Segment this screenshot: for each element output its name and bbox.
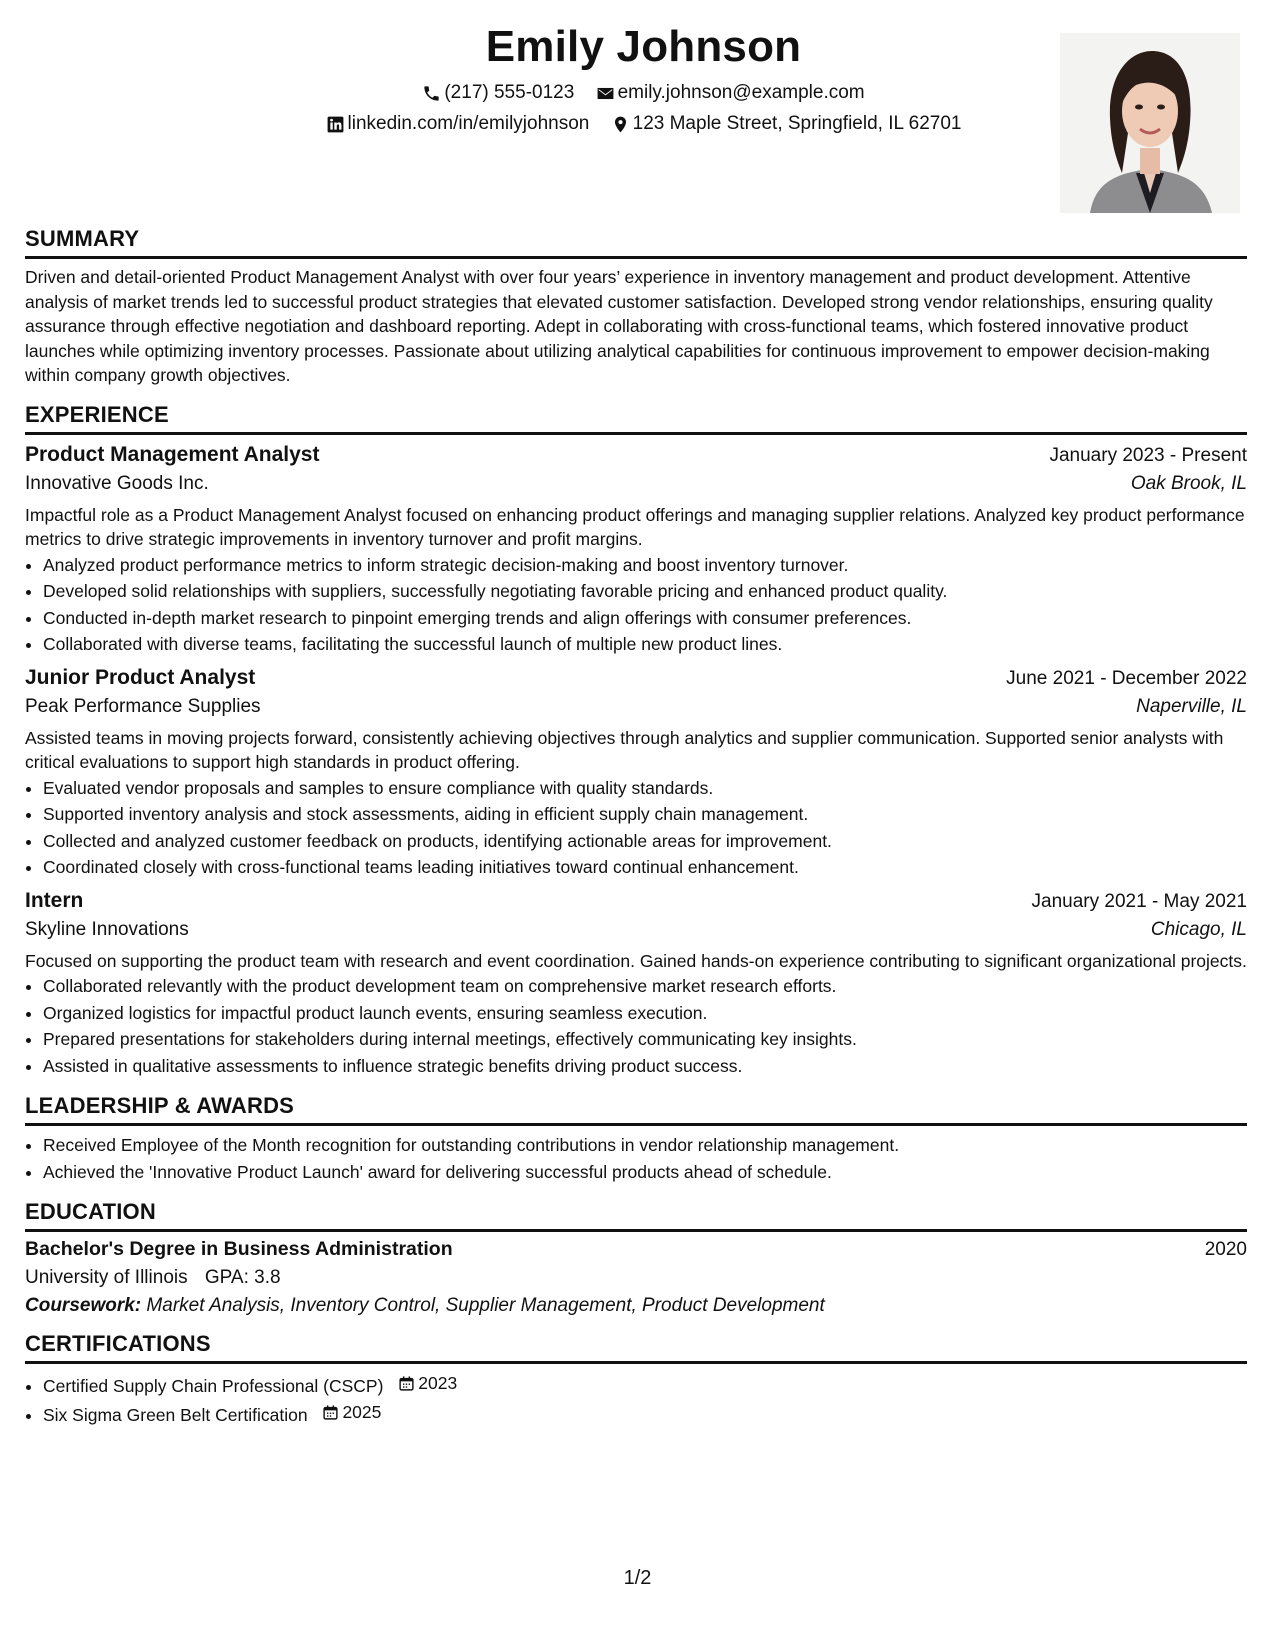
summary-section: [25, 226, 1247, 388]
experience-section: [25, 402, 1247, 1080]
certification-year: 2025: [342, 1402, 382, 1423]
list-item: • Collaborated relevantly with the product development team on comprehensive market research efforts.: [43, 973, 1247, 1000]
list-item: • Collaborated with diverse teams, facilitating the successful launch of multiple new product lines.: [43, 631, 1247, 658]
job-bullets: [25, 973, 1247, 1079]
job-entry: [25, 443, 1247, 658]
coursework-list: Market Analysis, Inventory Control, Supplier Management, Product Development: [146, 1295, 825, 1316]
map-pin-icon: [611, 115, 630, 134]
certification-name: Certified Supply Chain Professional (CSCP): [43, 1375, 384, 1396]
job-bullets: [25, 775, 1247, 881]
list-item: • Received Employee of the Month recognition for outstanding contributions in vendor relationship management.: [43, 1132, 1247, 1159]
job-title: Product Management Analyst: [25, 442, 320, 466]
calendar-icon: [322, 1404, 339, 1421]
list-item: [43, 1399, 1247, 1428]
address-contact: [611, 113, 962, 135]
list-item: • Coordinated closely with cross-functional teams leading initiatives toward continual enhancement.: [43, 854, 1247, 881]
phone-icon: [422, 84, 441, 103]
list-item: • Prepared presentations for stakeholders during internal meetings, effectively communicating key insights.: [43, 1026, 1247, 1053]
list-item: • Organized logistics for impactful product launch events, ensuring seamless execution.: [43, 1000, 1247, 1027]
school-line: [25, 1267, 1247, 1289]
email-contact[interactable]: [596, 82, 865, 104]
page-number: 1/2: [623, 1567, 652, 1589]
gpa: GPA: 3.8: [204, 1267, 281, 1288]
resume-body: [25, 226, 1247, 1443]
job-entry: [25, 889, 1247, 1080]
job-dates: June 2021 - December 2022: [1006, 667, 1247, 689]
certifications-section: [25, 1331, 1247, 1429]
list-item: • Collected and analyzed customer feedback on products, identifying actionable areas for improvement.: [43, 828, 1247, 855]
list-item: [43, 1370, 1247, 1399]
job-bullets: [25, 552, 1247, 658]
list-item: • Supported inventory analysis and stock assessments, aiding in efficient supply chain management.: [43, 801, 1247, 828]
leadership-section: [25, 1093, 1247, 1185]
list-item: • Analyzed product performance metrics to inform strategic decision-making and boost inventory turnover.: [43, 552, 1247, 579]
school-name: University of Illinois: [25, 1267, 188, 1288]
section-title-experience: EXPERIENCE: [25, 402, 1247, 435]
section-title-summary: SUMMARY: [25, 226, 1247, 259]
graduation-year: 2020: [1204, 1239, 1247, 1260]
list-item: • Conducted in-depth market research to pinpoint emerging trends and align offerings with consumer preferences.: [43, 605, 1247, 632]
coursework-line: [25, 1295, 1247, 1317]
job-location: Chicago, IL: [1150, 918, 1247, 940]
linkedin-url[interactable]: linkedin.com/in/emilyjohnson: [347, 113, 590, 134]
certification-name: Six Sigma Green Belt Certification: [43, 1405, 308, 1425]
company-name: Skyline Innovations: [25, 918, 189, 940]
job-description: Assisted teams in moving projects forward, consistently achieving objectives through analytics and supplier communication. Supported senior analysts with critical evaluations to support high standards in product offering.: [25, 727, 1224, 772]
candidate-name: Emily Johnson: [485, 22, 802, 71]
envelope-icon: [596, 84, 615, 103]
coursework-label: Coursework:: [25, 1295, 142, 1316]
certification-date: [322, 1399, 381, 1426]
portrait-image: [1060, 33, 1240, 213]
company-name: Peak Performance Supplies: [25, 695, 261, 717]
job-description: Focused on supporting the product team with research and event coordination. Gained hands-on experience contributing to significant organizational projects.: [25, 950, 1247, 971]
section-title-education: EDUCATION: [25, 1199, 1247, 1232]
email-address[interactable]: emily.johnson@example.com: [617, 82, 865, 103]
list-item: • Achieved the 'Innovative Product Launch' award for delivering successful products ahead of schedule.: [43, 1159, 1247, 1186]
job-dates: January 2021 - May 2021: [1031, 890, 1247, 912]
calendar-icon: [398, 1375, 415, 1392]
award-bullets: [25, 1132, 1247, 1185]
education-section: [25, 1199, 1247, 1317]
phone-number: (217) 555-0123: [444, 82, 575, 103]
phone-contact: [422, 82, 574, 104]
list-item: • Assisted in qualitative assessments to influence strategic benefits driving product success.: [43, 1053, 1247, 1080]
job-description: Impactful role as a Product Management Analyst focused on enhancing product offerings and managing supplier relations. Analyzed key product performance metrics to drive strategic improvements in inventory turnover and profit margins.: [25, 504, 1245, 549]
section-title-leadership: LEADERSHIP & AWARDS: [25, 1093, 1247, 1126]
job-entry: [25, 666, 1247, 881]
summary-text: Driven and detail-oriented Product Management Analyst with over four years’ experience in inventory management and product development. Attentive analysis of market trends led to successful product strategies that elevated customer satisfaction. Developed strong vendor relationships, ensuring quality assurance through effective negotiation and dashboard reporting. Adept in collaborating with cross-functional teams, which fostered innovative product launches while optimizing inventory processes. Passionate about utilizing analytical capabilities for continuous improvement to empower decision-making within company growth objectives.: [25, 267, 1213, 385]
job-dates: January 2023 - Present: [1049, 444, 1247, 466]
degree-name: Bachelor's Degree in Business Administration: [25, 1238, 453, 1260]
list-item: • Developed solid relationships with suppliers, successfully negotiating favorable pricing and enhanced product quality.: [43, 578, 1247, 605]
job-location: Naperville, IL: [1136, 695, 1247, 717]
linkedin-contact[interactable]: [326, 113, 590, 135]
job-location: Oak Brook, IL: [1130, 472, 1247, 494]
job-title: Junior Product Analyst: [25, 665, 256, 689]
company-name: Innovative Goods Inc.: [25, 472, 209, 494]
profile-photo: [1060, 33, 1240, 213]
certification-list: [25, 1370, 1247, 1429]
certification-year: 2023: [418, 1373, 458, 1393]
street-address: 123 Maple Street, Springfield, IL 62701: [632, 113, 962, 134]
linkedin-icon: [326, 115, 345, 134]
certification-date: [398, 1370, 457, 1397]
job-title: Intern: [25, 888, 84, 912]
list-item: • Evaluated vendor proposals and samples to ensure compliance with quality standards.: [43, 775, 1247, 802]
section-title-certifications: CERTIFICATIONS: [25, 1331, 1247, 1364]
